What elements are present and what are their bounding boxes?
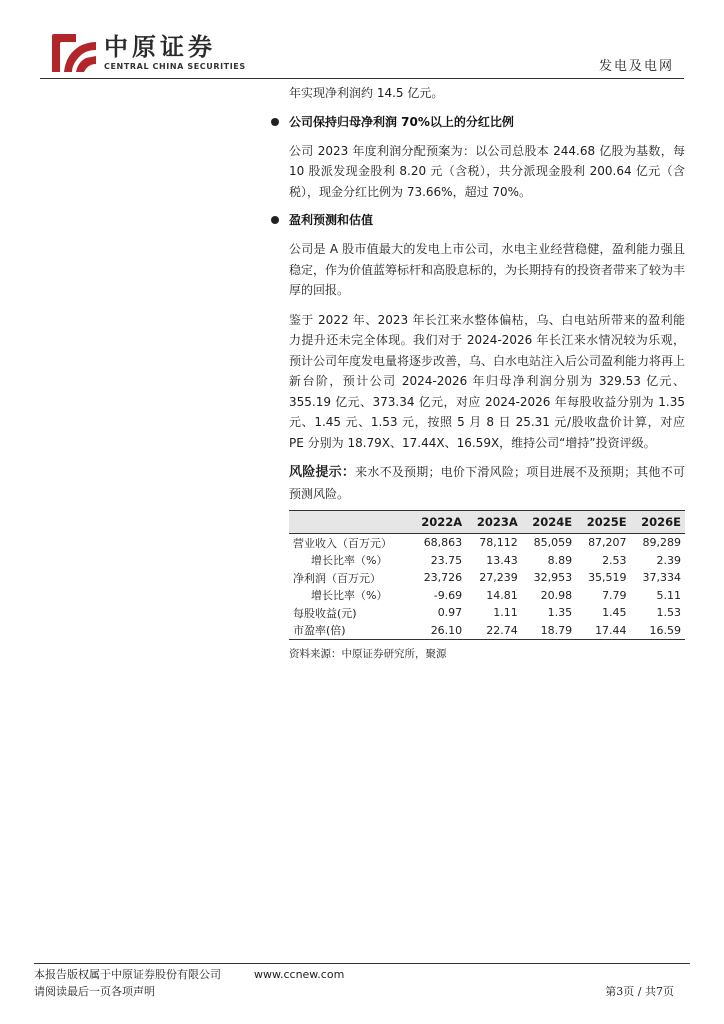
table-row <box>289 534 685 552</box>
bullet-icon <box>271 216 279 224</box>
row-label: 市盈率(倍) <box>289 622 411 640</box>
table-header-row <box>289 511 685 534</box>
table-cell: 1.45 <box>602 606 627 620</box>
forecast-paragraph-1: 公司是 A 股市值最大的发电上市公司，水电主业经营稳健，盈利能力强且稳定，作为价值蓝筹标杆和高股息标的，为长期持有的投资者带来了较为丰厚的回报。 <box>289 242 686 297</box>
footer-disclaimer-note: 请阅读最后一页各项声明 <box>34 985 155 998</box>
section-heading-dividend <box>273 112 685 132</box>
table-row <box>289 622 685 640</box>
row-label: 每股收益(元) <box>293 606 357 620</box>
table-header-cell: 2024E <box>522 511 576 534</box>
table-cell: 89,289 <box>642 536 681 550</box>
table-header-cell <box>289 511 411 534</box>
table-cell: 78,112 <box>479 536 518 550</box>
table-cell: 27,239 <box>479 571 518 585</box>
brand-name-en: CENTRAL CHINA SECURITIES <box>104 62 246 71</box>
table-cell: 14.81 <box>486 588 518 602</box>
table-cell: 22.74 <box>466 622 522 640</box>
table-cell: 68,863 <box>423 536 463 550</box>
row-label: 营业收入（百万元） <box>293 536 392 550</box>
table-source-note: 资料来源：中原证券研究所，聚源 <box>289 648 447 660</box>
header-divider <box>40 78 684 79</box>
section-heading-text: 公司保持归母净利润 70%以上的分红比例 <box>289 114 514 129</box>
page-number: 第3页 / 共7页 <box>605 985 674 998</box>
table-header-cell: 2026E <box>631 511 685 534</box>
table-header-cell: 2025E <box>576 511 630 534</box>
table-cell: 37,334 <box>642 571 681 585</box>
table-cell: 23,726 <box>423 571 463 585</box>
table-cell: 35,519 <box>588 571 627 585</box>
footer-website-link[interactable]: www.ccnew.com <box>254 968 345 981</box>
table-cell: 2.39 <box>656 553 681 567</box>
table-cell: 1.53 <box>656 606 681 620</box>
table-cell: 5.11 <box>656 588 681 602</box>
section-heading-forecast <box>273 210 685 230</box>
table-header-cell: 2022A <box>411 511 467 534</box>
table-cell: 16.59 <box>631 622 685 640</box>
table-cell: 85,059 <box>533 536 573 550</box>
table-cell: 23.75 <box>430 553 463 567</box>
table-cell: -9.69 <box>433 588 463 602</box>
dividend-paragraph: 公司 2023 年度利润分配预案为：以公司总股本 244.68 亿股为基数，每 10 股派发现金股利 8.20 元（含税），共分派现金股利 200.64 亿元（含税），现金分红比例为 73.66%，超过 70%。 <box>289 143 685 199</box>
risk-paragraph <box>289 462 685 504</box>
table-cell: 18.79 <box>522 622 576 640</box>
risk-text: 来水不及预期；电价下滑风险；项目进展不及预期；其他不可预测风险。 <box>289 465 685 501</box>
table-cell: 7.79 <box>602 588 627 602</box>
table-row <box>289 587 685 605</box>
brand-name-cn: 中原证券 <box>104 32 216 61</box>
row-label: 增长比率（%） <box>311 554 388 568</box>
risk-label: 风险提示： <box>289 465 356 480</box>
table-cell: 0.97 <box>437 606 463 620</box>
table-cell: 1.35 <box>547 606 573 620</box>
table-cell: 2.53 <box>602 553 627 567</box>
company-logo <box>50 32 98 74</box>
section-heading-text: 盈利预测和估值 <box>289 213 374 227</box>
table-header-cell: 2023A <box>466 511 522 534</box>
table-cell: 13.43 <box>486 553 518 567</box>
table-row <box>289 569 685 587</box>
bullet-icon <box>271 118 279 126</box>
report-category: 发电及电网 <box>598 59 674 74</box>
table-cell: 26.10 <box>411 622 467 640</box>
table-cell: 32,953 <box>533 571 573 585</box>
table-cell: 20.98 <box>540 588 573 602</box>
table-cell: 8.89 <box>547 553 573 567</box>
table-cell: 1.11 <box>493 606 518 620</box>
intro-line: 年实现净利润约 14.5 亿元。 <box>289 86 444 100</box>
row-label: 净利润（百万元） <box>293 571 381 585</box>
table-row <box>289 604 685 622</box>
table-cell: 87,207 <box>588 536 627 550</box>
forecast-paragraph-2: 鉴于 2022 年、2023 年长江来水整体偏枯，乌、白电站所带来的盈利能力提升还未完全体现。我们对于 2024-2026 年长江来水情况较为乐观，预计公司年度发电量将逐步改善，乌、白水电站注入后公司盈利能力将再上新台阶，预计公司 2024-2026 年归母净利润分别为 329.53 亿元、355.19 亿元、373.34 亿元，对应 2024-2026 年每股收益分别为 1.35 元、1.45 元、1.53 元，按照 5 月 8 日 25.31 元/股收盘价计算，对应 PE 分别为 18.79X、17.44X、16.59X，维持公司“增持”投资评级。 <box>289 312 686 450</box>
row-label: 增长比率（%） <box>311 589 388 603</box>
table-row <box>289 552 685 570</box>
footer-copyright: 本报告版权属于中原证券股份有限公司 <box>34 968 221 981</box>
financial-forecast-table <box>289 510 685 640</box>
footer-divider <box>34 963 690 964</box>
page-header <box>0 0 724 84</box>
table-cell: 17.44 <box>576 622 630 640</box>
main-content <box>289 83 685 661</box>
